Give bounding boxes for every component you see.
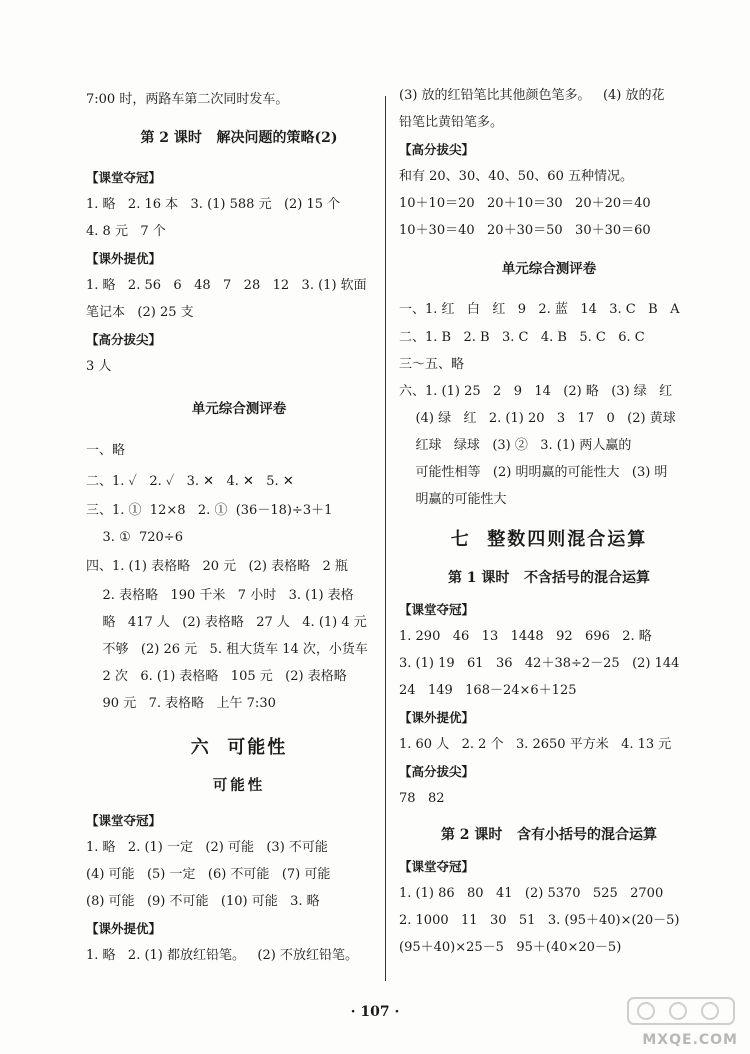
answer-line: 2 次 6. (1) 表格略 105 元 (2) 表格略: [86, 669, 347, 684]
answer-line: (3) 放的红铅笔比其他颜色笔多。 (4) 放的花: [399, 88, 665, 103]
answer-line: 10＋30＝40 20＋30＝50 30＋30＝60: [399, 223, 651, 238]
chapter-title: 七 整数四则混合运算: [450, 529, 648, 550]
answer-line: 明赢的可能性大: [399, 492, 507, 507]
answer-line: 六、1. (1) 25 2 9 14 (2) 略 (3) 绿 红: [399, 384, 673, 399]
answer-line: (8) 可能 (9) 不可能 (10) 可能 3. 略: [86, 894, 320, 909]
lesson-title: 第 1 课时 不含括号的混合运算: [447, 570, 651, 586]
answer-line: 略 417 人 (2) 表格略 27 人 4. (1) 4 元: [86, 615, 367, 630]
answer-line: 1. (1) 86 80 41 (2) 5370 525 2700: [399, 886, 664, 901]
unit-test-title: 单元综合测评卷: [501, 261, 597, 277]
answer-line: 1. 略 2. 16 本 3. (1) 588 元 (2) 15 个: [86, 197, 341, 212]
answer-line: 90 元 7. 表格略 上午 7:30: [86, 696, 276, 711]
answer-line: 2. 1000 11 30 51 3. (95＋40)×(20－5): [399, 913, 680, 928]
section-tag: 【课堂夺冠】: [399, 602, 475, 617]
answer-line: 1. 略 2. (1) 都放红铅笔。 (2) 不放红铅笔。: [86, 948, 358, 963]
lesson-title: 第 2 课时 含有小括号的混合运算: [440, 827, 658, 843]
answer-line: 1. 60 人 2. 2 个 3. 2650 平方米 4. 13 元: [399, 737, 672, 752]
answer-line: 10＋10＝20 20＋10＝30 20＋20＝40: [399, 196, 651, 211]
page-number: · 107 ·: [350, 1004, 400, 1020]
section-tag: 【课堂夺冠】: [86, 813, 162, 828]
section-tag: 【课外提优】: [86, 921, 162, 936]
answer-line: 3. (1) 19 61 36 42＋38÷2－25 (2) 144: [399, 656, 680, 671]
answer-line: 二、1. ✓ 2. ✓ 3. ✕ 4. ✕ 5. ✕: [86, 474, 294, 489]
left-column: [86, 82, 392, 969]
section-tag: 【课外提优】: [86, 251, 162, 266]
answer-line: 三～五、略: [399, 357, 465, 372]
answer-line: 铅笔比黄铅笔多。: [399, 115, 504, 130]
answer-line: 1. 略 2. (1) 一定 (2) 可能 (3) 不可能: [86, 840, 328, 855]
answer-line: (95＋40)×25－5 95＋(40×20－5): [399, 940, 622, 955]
answer-line: 四、1. (1) 表格略 20 元 (2) 表格略 2 瓶: [86, 559, 348, 574]
answer-line: 三、1. ① 12×8 2. ① (36－18)÷3＋1: [86, 503, 333, 518]
chapter-title: 六 可能性: [190, 737, 288, 758]
answer-line: 笔记本 (2) 25 支: [86, 305, 194, 320]
answer-line: 和有 20、30、40、50、60 五种情况。: [399, 169, 633, 184]
section-tag: 【高分拔尖】: [399, 764, 475, 779]
section-tag: 【课堂夺冠】: [399, 859, 475, 874]
answer-line: 7:00 时，两路车第二次同时发车。: [86, 92, 289, 107]
answer-line: 可能性相等 (2) 明明赢的可能性大 (3) 明: [399, 465, 668, 480]
answer-line: 1. 略 2. 56 6 48 7 28 12 3. (1) 软面: [86, 278, 367, 293]
answer-line: (4) 绿 红 2. (1) 20 3 17 0 (2) 黄球: [399, 411, 676, 426]
right-column: [399, 82, 699, 961]
section-title: 可能性: [212, 778, 266, 794]
answer-line: 3. ① 720÷6: [86, 530, 183, 545]
answer-line: 3 人: [86, 359, 112, 374]
lesson-title: 第 2 课时 解决问题的策略(2): [140, 130, 338, 146]
section-tag: 【高分拔尖】: [399, 142, 475, 157]
answer-line: 1. 290 46 13 1448 92 696 2. 略: [399, 629, 652, 644]
answer-line: (4) 可能 (5) 一定 (6) 不可能 (7) 可能: [86, 867, 331, 882]
answer-line: 二、1. B 2. B 3. C 4. B 5. C 6. C: [399, 330, 645, 345]
section-tag: 【高分拔尖】: [86, 332, 162, 347]
answer-line: 一、略: [86, 443, 126, 458]
answer-line: 4. 8 元 7 个: [86, 224, 166, 239]
unit-test-title: 单元综合测评卷: [191, 401, 287, 417]
section-tag: 【课堂夺冠】: [86, 170, 162, 185]
section-tag: 【课外提优】: [399, 710, 475, 725]
answer-line: 红球 绿球 (3) ② 3. (1) 两人赢的: [399, 438, 632, 453]
answer-line: 不够 (2) 26 元 5. 租大货车 14 次，小货车: [86, 642, 368, 657]
answer-line: 一、1. 红 白 红 9 2. 蓝 14 3. C B A: [399, 302, 680, 317]
watermark-text: MXQE.COM: [642, 1032, 738, 1048]
answer-line: 2. 表格略 190 千米 7 小时 3. (1) 表格: [86, 588, 354, 603]
answer-line: 78 82: [399, 791, 445, 806]
answer-line: 24 149 168－24×6＋125: [399, 683, 577, 698]
